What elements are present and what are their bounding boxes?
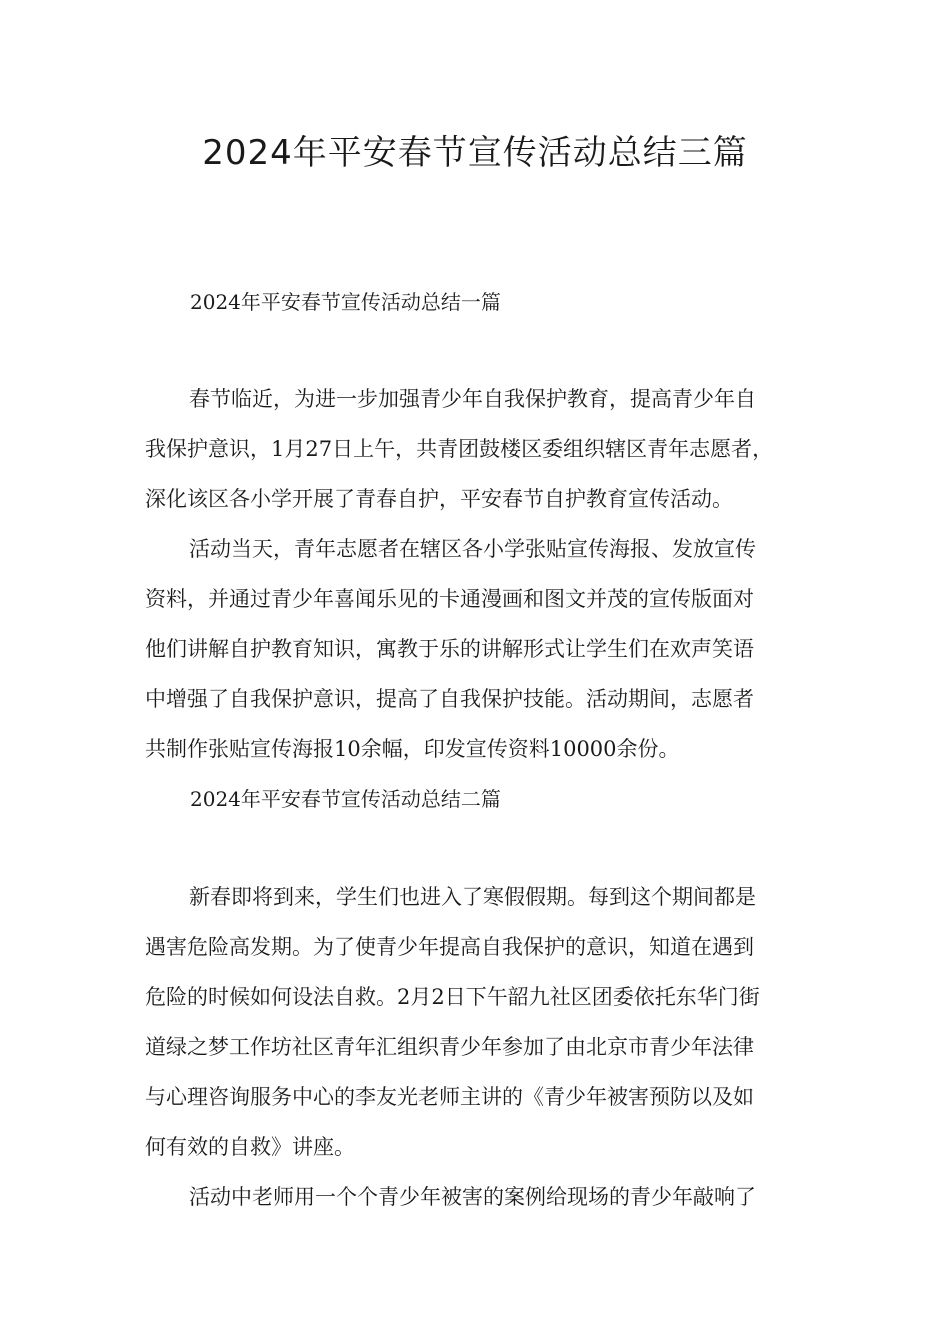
paragraph-line: 遇害危险高发期。为了使青少年提高自我保护的意识，知道在遇到 [145,935,754,959]
section-heading-2: 2024年平安春节宣传活动总结二篇 [190,787,501,811]
paragraph-line: 中增强了自我保护意识，提高了自我保护技能。活动期间，志愿者 [145,687,754,711]
paragraph-line: 与心理咨询服务中心的李友光老师主讲的《青少年被害预防以及如 [145,1085,754,1109]
paragraph-line: 资料，并通过青少年喜闻乐见的卡通漫画和图文并茂的宣传版面对 [145,587,754,611]
paragraph-line: 深化该区各小学开展了青春自护，平安春节自护教育宣传活动。 [145,487,733,511]
paragraph-2-1 [145,872,820,1172]
paragraph-line: 活动当天，青年志愿者在辖区各小学张贴宣传海报、发放宣传 [189,537,756,561]
paragraph-line: 春节临近，为进一步加强青少年自我保护教育，提高青少年自 [189,387,756,411]
paragraph-2-2 [145,1172,820,1222]
paragraph-line: 共制作张贴宣传海报10余幅，印发宣传资料10000余份。 [145,737,680,761]
section-heading-1: 2024年平安春节宣传活动总结一篇 [190,290,501,314]
paragraph-line: 活动中老师用一个个青少年被害的案例给现场的青少年敲响了 [189,1185,756,1209]
paragraph-1-2 [145,524,820,774]
paragraph-line: 新春即将到来，学生们也进入了寒假假期。每到这个期间都是 [189,885,756,909]
paragraph-1-1 [145,374,820,524]
paragraph-line: 他们讲解自护教育知识，寓教于乐的讲解形式让学生们在欢声笑语 [145,637,754,661]
document-title: 2024年平安春节宣传活动总结三篇 [202,133,748,173]
paragraph-line: 危险的时候如何设法自救。2月2日下午韶九社区团委依托东华门街 [145,985,760,1009]
paragraph-line: 何有效的自救》讲座。 [145,1135,355,1159]
paragraph-line: 道绿之梦工作坊社区青年汇组织青少年参加了由北京市青少年法律 [145,1035,754,1059]
paragraph-line: 我保护意识，1月27日上午，共青团鼓楼区委组织辖区青年志愿者， [145,437,774,461]
